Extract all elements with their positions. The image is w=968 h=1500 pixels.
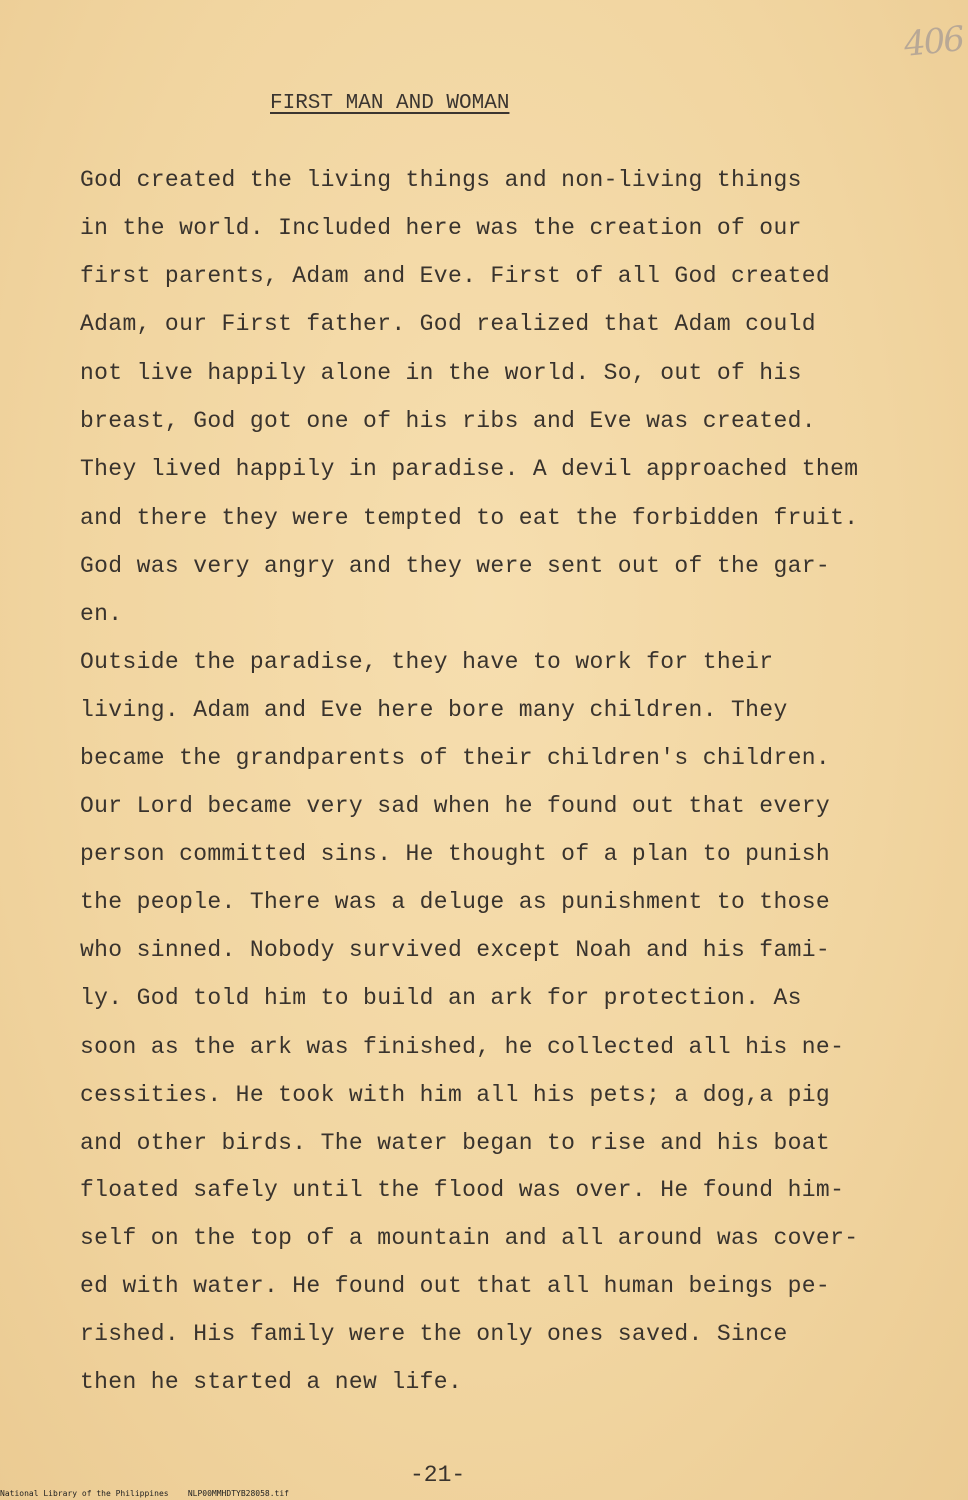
text-line: who sinned. Nobody survived except Noah and his fami- (80, 937, 831, 963)
text-line: They lived happily in paradise. A devil approached them (80, 456, 859, 482)
text-line: ed with water. He found out that all human beings pe- (80, 1273, 831, 1299)
page-number: -21- (410, 1462, 466, 1488)
text-line: then he started a new life. (80, 1369, 463, 1395)
text-line: first parents, Adam and Eve. First of all God created (80, 263, 831, 289)
text-line: in the world. Included here was the creation of our (80, 215, 802, 241)
text-line: en. (80, 601, 123, 627)
text-line: God was very angry and they were sent out of the gar- (80, 553, 831, 579)
text-line: breast, God got one of his ribs and Eve was created. (80, 408, 816, 434)
handwritten-page-number: 406 (902, 19, 965, 65)
text-line: cessities. He took with him all his pets; a dog,a pig (80, 1082, 831, 1108)
text-line: ly. God told him to build an ark for protection. As (80, 985, 802, 1011)
text-line: Outside the paradise, they have to work for their (80, 649, 774, 675)
text-line: self on the top of a mountain and all around was cover- (80, 1225, 859, 1251)
text-line: floated safely until the flood was over. He found him- (80, 1177, 845, 1203)
text-line: Our Lord became very sad when he found out that every (80, 793, 831, 819)
text-line: rished. His family were the only ones saved. Since (80, 1321, 788, 1347)
text-line: and there they were tempted to eat the forbidden fruit. (80, 505, 859, 531)
text-line: soon as the ark was finished, he collected all his ne- (80, 1034, 845, 1060)
text-line: person committed sins. He thought of a plan to punish (80, 841, 831, 867)
text-line: not live happily alone in the world. So, out of his (80, 360, 802, 386)
text-line: and other birds. The water began to rise and his boat (80, 1130, 831, 1156)
text-line: God created the living things and non-living things (80, 167, 802, 193)
archive-footer: National Library of the Philippines NLP00MMHDTYB28058.tif (0, 1489, 289, 1498)
text-line: living. Adam and Eve here bore many children. They (80, 697, 788, 723)
text-line: Adam, our First father. God realized that Adam could (80, 311, 816, 337)
text-line: became the grandparents of their children's children. (80, 745, 831, 771)
text-line: the people. There was a deluge as punishment to those (80, 889, 831, 915)
document-title: FIRST MAN AND WOMAN (270, 92, 510, 115)
